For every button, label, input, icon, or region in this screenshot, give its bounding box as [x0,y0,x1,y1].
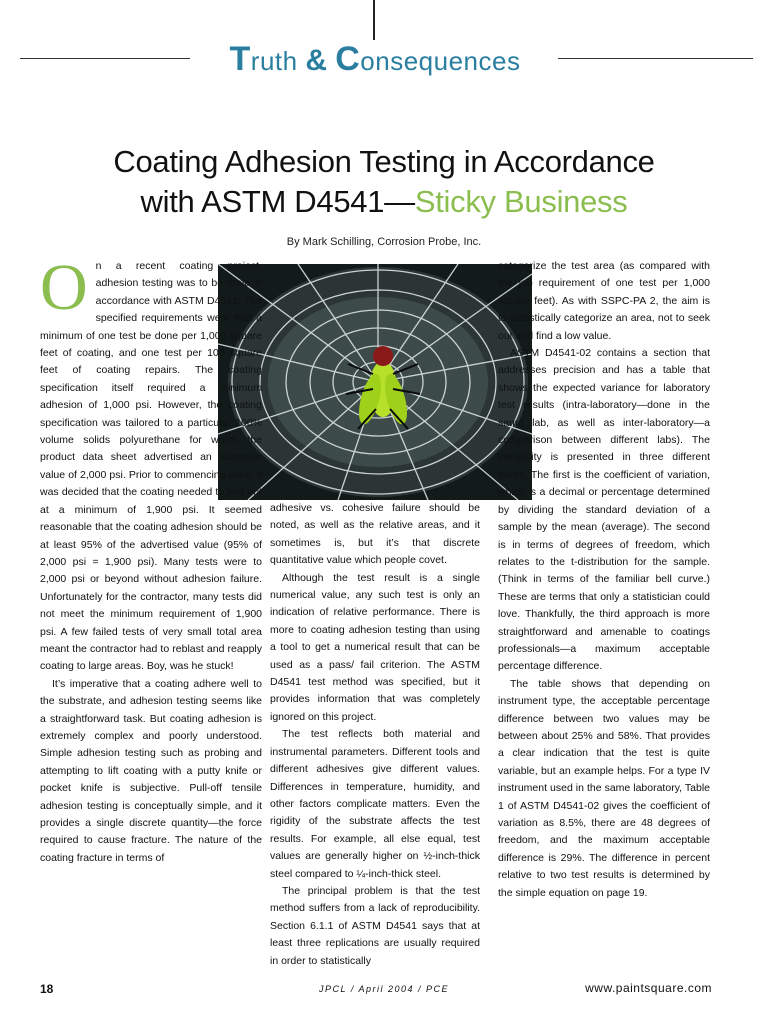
page-number: 18 [40,982,54,996]
website-link[interactable]: www.paintsquare.com [585,981,712,995]
paragraph: It’s imperative that a coating adhere well to the substrate, and adhesion testing seems like a straightforward task. But coating adhesion is extremely complex and poorly understood. Simple adhesion testing such as probing and attempting to lift coating with a putty knife or pocket knife is subjective. Pull-off tensile adhesion testing is conceptually simple, and it provides a single discrete quantity—the force required to cause fracture. The nature of the coating fracture in terms of [40,677,262,864]
title-highlight: Sticky Business [414,184,628,219]
paragraph: adhesive vs. cohesive failure should be noted, as well as the relative areas, and it sometimes is, but it’s that discrete quantitative value which people covet. [270,502,480,567]
paragraph: Although the test result is a single numerical value, any such test is only an indication of relative performance. There is more to coating adhesion testing than using a tool to get a numerical result that can be used as a pass/ fail criterion. The ASTM D4541 test method was specified, but it provides information that was completely ignored on this project. [270,571,480,723]
column-1 [40,251,262,867]
drop-cap: O [40,251,88,324]
paragraph: The test reflects both material and instrumental parameters. Different tools and different adhesives give different values. Differences in temperature, humidity, and other factors complicate matters. Even the rigidity of the substrate affects the test results. For example, all else equal, test values are generally higher on ½-inch-thick steel compared to ¼-inch-thick steel. [270,728,480,880]
byline: By Mark Schilling, Corrosion Probe, Inc. [286,236,482,248]
article-title [40,142,728,222]
section-letter-c: C [335,40,361,78]
column-3 [498,258,710,902]
journal-info: JPCL / April 2004 / PCE [318,984,450,994]
paragraph: n a recent coating project, adhesion testing was to be done in accordance with ASTM D4541. The specified requirements were that a minimum of one test be done per 1,000 square feet of coating, and one test per 100 square feet of coating repairs. The coating specification itself required a minimum adhesion of 1,000 psi. However, the coating specification was tailored to a particular 100% volume solids polyurethane for which the product data sheet advertised an adhesion value of 2,000 psi. Prior to commencing work, it was decided that the coating needed to test out at a minimum of 1,900 psi. It seemed reasonable that the coating adhesion should be at least 95% of the advertised value (95% of 2,000 psi = 1,900 psi). Many tests were to 2,000 psi or beyond without adhesion failure. Unfortunately for the contractor, many tests did not meet the minimum requirement of 1,900 psi. A few failed tests of very small total area meant the contractor had to reblast and reapply coating to large areas. Boy, was he stuck! [40,260,262,673]
spider-web-photo [218,264,532,500]
section-ampersand: & [305,44,328,77]
top-divider [373,0,375,40]
spider-web-illustration [218,264,532,500]
section-word-onsequences: onsequences [360,46,521,76]
column-2 [270,500,480,970]
paragraph: The principal problem is that the test method suffers from a lack of reproducibility. Section 6.1.1 of ASTM D4541 says that at least three replications are usually required in order to statistically [270,884,480,967]
section-heading [190,40,560,79]
paragraph: The table shows that depending on instrument type, the acceptable percentage difference between two values may be between about 25% and 58%. That provides a clear indication that the test is quite variable, but an example helps. For a type IV instrument used in the same laboratory, Table 1 of ASTM D4541-02 gives the coefficient of variation as 8.5%, there are 48 degrees of freedom, and the maximum acceptable difference is 29%. The difference in percent relative to two test results is determined by the simple equation on page 19. [498,677,710,899]
header-rule-left [20,58,190,59]
paragraph: categorize the test area (as compared with the job requirement of one test per 1,000 square feet). As with SSPC-PA 2, the aim is to statistically categorize an area, not to seek out and find a low value. [498,260,710,342]
section-letter-t: T [229,40,251,78]
title-line-2-prefix: with ASTM D4541— [140,184,415,219]
title-line-2 [40,182,728,222]
paragraph: ASTM D4541-02 contains a section that addresses precision and has a table that shows the expected variance for laboratory test results (intra-laboratory—done in the same lab, as well as inter-laboratory—a comparison between different labs). The variability is presented in three different forms. The first is the coefficient of variation, which is a decimal or percentage determined by dividing the standard deviation of a sample by the mean (average). The second is in terms of degrees of freedom, which relates to the t-distribution for the sample. (Think in terms of the familiar bell curve.) These are terms that only a statistician could love. Thankfully, the third approach is more straightforward and amenable to coatings professionals—a maximum acceptable percentage difference. [498,347,710,673]
header-rule-right [558,58,753,59]
section-word-ruth: ruth [250,46,298,76]
title-line-1: Coating Adhesion Testing in Accordance [113,144,655,179]
